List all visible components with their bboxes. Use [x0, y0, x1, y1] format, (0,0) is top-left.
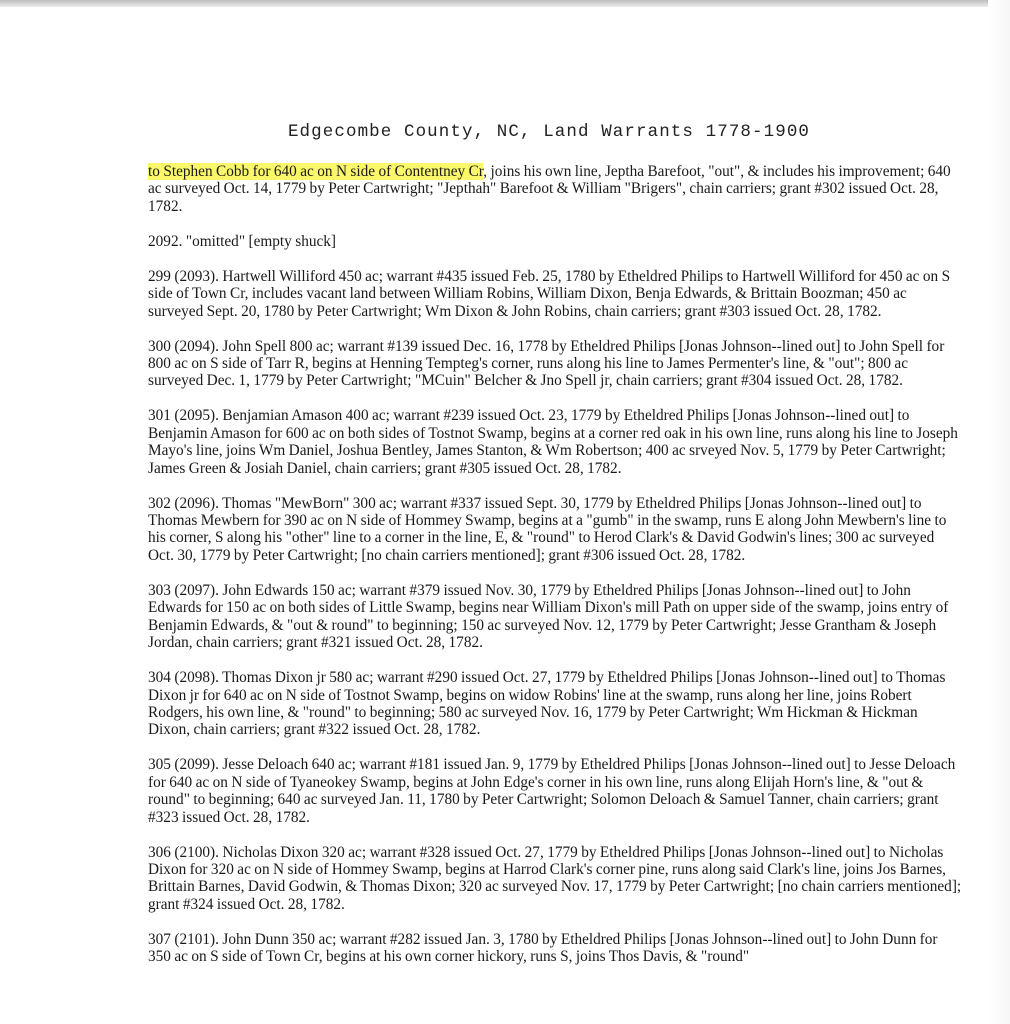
entry-300: 300 (2094). John Spell 800 ac; warrant #139 issued Dec. 16, 1778 by Etheldred Philips [Jonas Johnson--lined out] to John Spell for 800 ac on S side of Tarr R, begins at Henning Tempteg's corner, runs along his line to James Permenter's line, & "out"; 800 ac surveyed Dec. 1, 1779 by Peter Cartwright; "MCuin" Belcher & Jno Spell jr, chain carriers; grant #304 issued Oct. 28, 1782.	[148, 337, 945, 390]
entry-301: 301 (2095). Benjamian Amason 400 ac; warrant #239 issued Oct. 23, 1779 by Etheldred Philips [Jonas Johnson--lined out] to Benjamin Amason for 600 ac on both sides of Tostnot Swamp, begins at a corner red oak in his own line, runs along his line to Joseph Mayo's line, joins Wm Daniel, Joshua Bentley, James Stanton, & Wm Robertson; 400 ac srveyed Nov. 5, 1779 by Peter Cartwright; James Green & Josiah Daniel, chain carriers; grant #305 issued Oct. 28, 1782.	[148, 407, 958, 477]
entry-303: 303 (2097). John Edwards 150 ac; warrant #379 issued Nov. 30, 1779 by Etheldred Philips [Jonas Johnson--lined out] to John Edwards for 150 ac on both sides of Little Swamp, begins near William Dixon's mill Path on upper side of the swamp, joins entry of Benjamin Edwards, & "out & round" to beginning; 150 ac surveyed Nov. 12, 1779 by Peter Cartwright; Jesse Grantham & Joseph Jordan, chain carriers; grant #321 issued Oct. 28, 1782.	[148, 581, 949, 652]
entry-305: 305 (2099). Jesse Deloach 640 ac; warrant #181 issued Jan. 9, 1779 by Etheldred Philips [Jonas Johnson--lined out] to Jesse Deloach for 640 ac on N side of Tyaneokey Swamp, begins at John Edge's corner in his own line, runs along Elijah Horn's line, & "out & round" to beginning; 640 ac surveyed Jan. 11, 1780 by Peter Cartwright; Solomon Deloach & Samuel Tanner, chain carriers; grant #323 issued Oct. 28, 1782.	[148, 756, 956, 826]
entry-2092: 2092. "omitted" [empty shuck]	[148, 232, 337, 250]
entry-302: 302 (2096). Thomas "MewBorn" 300 ac; warrant #337 issued Sept. 30, 1779 by Etheldred Philips [Jonas Johnson--lined out] to Thomas Mewbern for 390 ac on N side of Hommey Swamp, begins at a "gumb" in the swamp, runs E along John Mewbern's line to his corner, S along his "other" line to a corner in the line, E, & "round" to Herod Clark's & David Godwin's lines; 300 ac surveyed Oct. 30, 1779 by Peter Cartwright; [no chain carriers mentioned]; grant #306 issued Oct. 28, 1782.	[148, 494, 947, 564]
entry-307: 307 (2101). John Dunn 350 ac; warrant #282 issued Jan. 3, 1780 by Etheldred Philips [Jonas Johnson--lined out] to John Dunn for 350 ac on S side of Town Cr, begins at his own corner hickory, runs S, joins Thos Davis, & "round"	[148, 930, 938, 966]
scan-top-edge	[0, 0, 990, 7]
scan-right-margin	[988, 0, 1010, 1024]
entry-306: 306 (2100). Nicholas Dixon 320 ac; warrant #328 issued Oct. 27, 1779 by Etheldred Philips [Jonas Johnson--lined out] to Nicholas Dixon for 320 ac on N side of Hommey Swamp, begins at Harrod Clark's corner pine, runs along said Clark's line, joins Jos Barnes, Brittain Barnes, David Godwin, & Thomas Dixon; 320 ac surveyed Nov. 17, 1779 by Peter Cartwright; [no chain carriers mentioned]; grant #324 issued Oct. 28, 1782.	[148, 843, 962, 913]
entry-299: 299 (2093). Hartwell Williford 450 ac; warrant #435 issued Feb. 25, 1780 by Etheldred Philips to Hartwell Williford for 450 ac on S side of Town Cr, includes vacant land between William Robins, William Dixon, Benja Edwards, & Brittain Boozman; 450 ac surveyed Sept. 20, 1780 by Peter Cartwright; Wm Dixon & John Robins, chain carriers; grant #303 issued Oct. 28, 1782.	[148, 267, 951, 320]
entry-continued-cobb	[148, 163, 963, 215]
page-title: Edgecombe County, NC, Land Warrants 1778-1900	[287, 122, 811, 142]
entry-text: , joins his own line, Jeptha Barefoot, "out", & includes his improvement; 640 ac surveyed Oct. 14, 1779 by Peter Cartwright; "Jepthah" Barefoot & William "Brigers", chain carriers; grant #302 issued Oct. 28, 1782.	[148, 163, 951, 215]
entry-304: 304 (2098). Thomas Dixon jr 580 ac; warrant #290 issued Oct. 27, 1779 by Etheldred Philips [Jonas Johnson--lined out] to Thomas Dixon jr for 640 ac on N side of Tostnot Swamp, begins on widow Robins' line at the swamp, runs along her line, joins Robert Rodgers, his own line, & "round" to beginning; 580 ac surveyed Nov. 16, 1779 by Peter Cartwright; Wm Hickman & Hickman Dixon, chain carriers; grant #322 issued Oct. 28, 1782.	[148, 669, 946, 739]
document-body	[148, 163, 963, 983]
highlighted-text: to Stephen Cobb for 640 ac on N side of Contentney Cr	[148, 163, 484, 180]
